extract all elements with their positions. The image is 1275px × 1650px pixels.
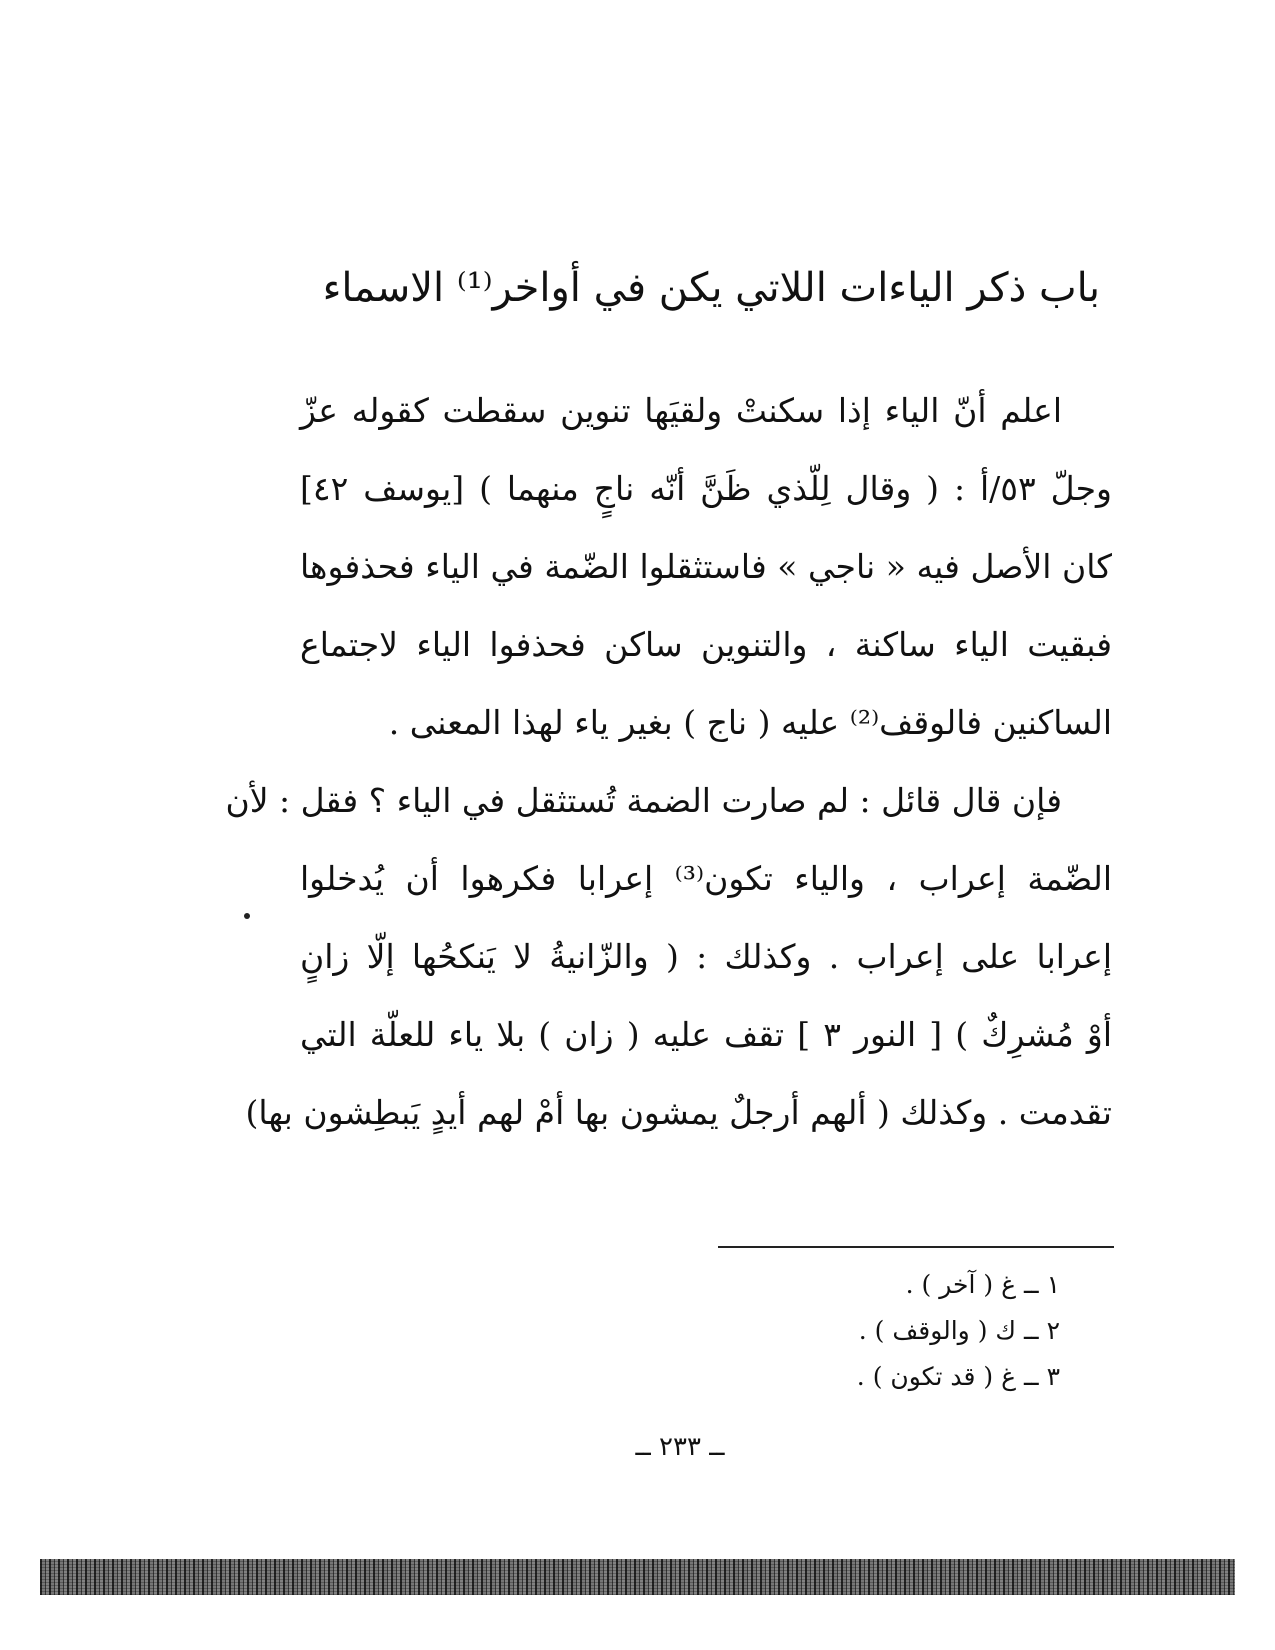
body-line-6: فإن قال قائل : لم صارت الضمة تُستثقل في الياء ؟ فقل : لأن	[225, 781, 1062, 820]
footnote-divider	[718, 1246, 1114, 1248]
body-line-4: فبقيت الياء ساكنة ، والتنوين ساكن فحذفوا الياء لاجتماع	[300, 625, 1112, 664]
body-line-7: الضّمة إعراب ، والياء تكون⁽³⁾ إعرابا فكرهوا أن يُدخلوا	[300, 859, 1112, 898]
body-line-2: وجلّ ٥٣/أ : ( وقال لِلّذي ظَنَّ أنّه ناجٍ منهما ) [يوسف ٤٢]	[300, 469, 1112, 508]
body-line-1: اعلم أنّ الياء إذا سكنتْ ولقيَها تنوين سقطت كقوله عزّ	[300, 391, 1062, 430]
footnotes	[760, 1262, 1060, 1400]
page-number: ــ ٢٣٣ ــ	[635, 1432, 725, 1462]
body-line-10: تقدمت . وكذلك ( ألهم أرجلٌ يمشون بها أمْ لهم أيدٍ يَبطِشون بها)	[245, 1093, 1112, 1132]
body-line-9: أوْ مُشرِكٌ ) [ النور ٣ ] تقف عليه ( زان ) بلا ياء للعلّة التي	[300, 1015, 1113, 1054]
body-line-5: الساكنين فالوقف⁽²⁾ عليه ( ناج ) بغير ياء لهذا المعنى .	[388, 703, 1112, 742]
chapter-heading: باب ذكر الياءات اللاتي يكن في أواخر⁽¹⁾ الاسماء	[322, 265, 1100, 311]
footnote-1: ١ ــ غ ( آخر ) .	[905, 1270, 1060, 1299]
body-line-3: كان الأصل فيه « ناجي » فاستثقلوا الضّمة في الياء فحذفوها	[300, 547, 1112, 586]
footnote-2: ٢ ــ ك ( والوقف ) .	[858, 1316, 1060, 1345]
scan-edge-band	[40, 1559, 1235, 1595]
footnote-3: ٣ ــ غ ( قد تكون ) .	[856, 1362, 1060, 1391]
body-text	[225, 372, 1113, 1152]
body-line-8: إعرابا على إعراب . وكذلك : ( والزّانيةُ لا يَنكحُها إلّا زانٍ	[300, 937, 1112, 976]
stray-ink-dot	[244, 913, 250, 919]
